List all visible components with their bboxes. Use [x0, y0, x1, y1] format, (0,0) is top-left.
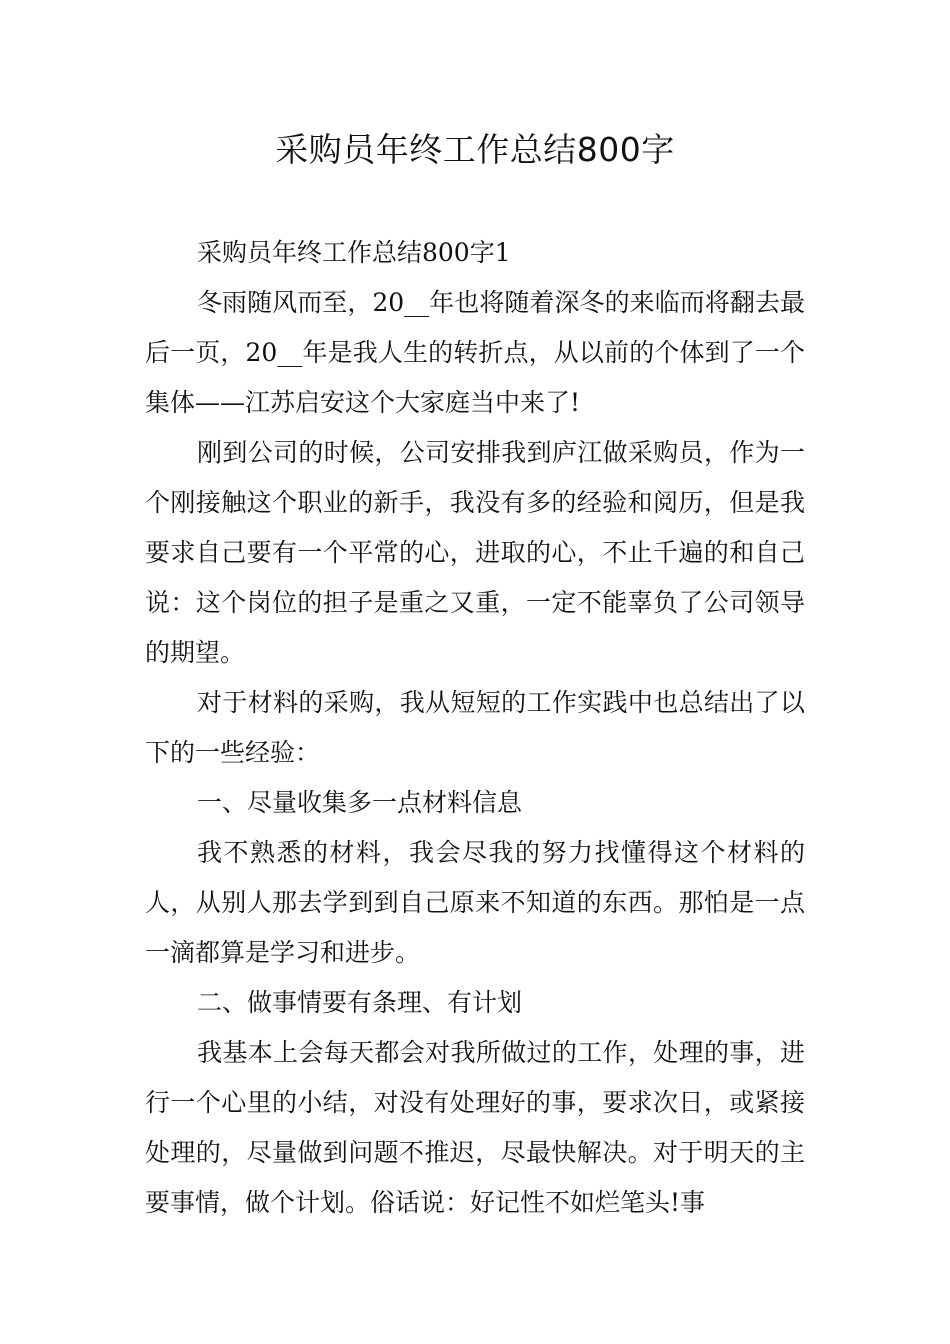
- paragraph-intro: 冬雨随风而至，20__年也将随着深冬的来临而将翻去最后一页，20__年是我人生的转折点，从以前的个体到了一个集体——江苏启安这个大家庭当中来了!: [145, 288, 805, 417]
- document-body: [145, 228, 805, 1228]
- paragraph-experience: 对于材料的采购，我从短短的工作实践中也总结出了以下的一些经验：: [145, 688, 805, 767]
- document-title: 采购员年终工作总结800字: [275, 130, 675, 169]
- list-heading-2: 二、做事情要有条理、有计划: [197, 988, 523, 1017]
- paragraph-planning: 我基本上会每天都会对我所做过的工作，处理的事，进行一个心里的小结，对没有处理好的事，要求次日，或紧接处理的，尽量做到问题不推迟，尽最快解决。对于明天的主要事情，做个计划。俗话说：好记性不如烂笔头!事: [145, 1038, 805, 1217]
- section-heading-1: 采购员年终工作总结800字1: [197, 238, 511, 267]
- paragraph-materials: 我不熟悉的材料，我会尽我的努力找懂得这个材料的人，从别人那去学到到自己原来不知道的东西。那怕是一点一滴都算是学习和进步。: [145, 838, 805, 967]
- paragraph-joining: 刚到公司的时候，公司安排我到庐江做采购员，作为一个刚接触这个职业的新手，我没有多的经验和阅历，但是我要求自己要有一个平常的心，进取的心，不止千遍的和自己说：这个岗位的担子是重之又重，一定不能辜负了公司领导的期望。: [145, 438, 805, 667]
- list-heading-1: 一、尽量收集多一点材料信息: [197, 788, 523, 817]
